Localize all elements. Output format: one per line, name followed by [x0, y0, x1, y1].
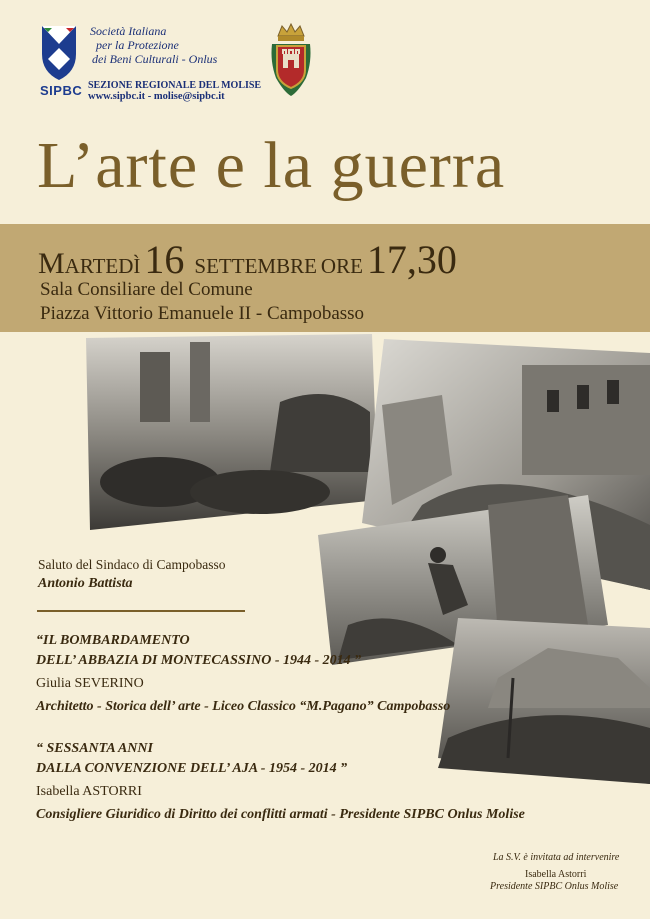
- sezione-label: SEZIONE REGIONALE DEL MOLISE: [88, 80, 262, 91]
- talk-2-title-line-2: DALLA CONVENZIONE DELL’ AJA - 1954 - 2014 ”: [36, 761, 348, 776]
- talk-1-title-line-2: DELL’ ABBAZIA DI MONTECASSINO - 1944 - 2014 ”: [36, 653, 362, 668]
- talk-2-role: Consigliere Giuridico di Diritto dei conflitti armati - Presidente SIPBC Onlus Molise: [36, 807, 525, 822]
- org-line-2: per la Protezione: [96, 38, 179, 52]
- ore-label: ore: [320, 247, 363, 280]
- month: settembre: [194, 247, 317, 280]
- day-name: Martedì: [38, 247, 141, 280]
- event-time: 17,30: [366, 237, 457, 282]
- org-name: [90, 24, 217, 66]
- talk-2-title-line-1: “ SESSANTA ANNI: [36, 741, 153, 756]
- event-date-time: [38, 236, 457, 283]
- divider: [37, 610, 245, 612]
- sindaco-name: Antonio Battista: [38, 576, 133, 591]
- sipbc-label: SIPBC: [40, 83, 83, 98]
- website-email: www.sipbc.it - molise@sipbc.it: [88, 91, 225, 102]
- saluto-label: Saluto del Sindaco di Campobasso: [38, 557, 226, 572]
- invite-text: La S.V. è invitata ad intervenire: [493, 852, 620, 863]
- signer-name: Isabella Astorri: [525, 869, 587, 880]
- org-line-3: dei Beni Culturali - Onlus: [92, 52, 218, 66]
- venue-line-1: Sala Consiliare del Comune: [40, 279, 253, 300]
- talk-2-speaker: Isabella ASTORRI: [36, 784, 142, 799]
- photo-montecassino-landscape: [438, 618, 650, 784]
- poster-title: L’arte e la guerra: [37, 129, 506, 202]
- day-number: 16: [144, 237, 185, 282]
- talk-1-role: Architetto - Storica dell’ arte - Liceo Classico “M.Pagano” Campobasso: [36, 699, 451, 714]
- talk-1-title-line-1: “IL BOMBARDAMENTO: [36, 633, 190, 648]
- signer-role: Presidente SIPBC Onlus Molise: [490, 881, 619, 892]
- sipbc-shield-logo: [40, 24, 78, 82]
- venue-line-2: Piazza Vittorio Emanuele II - Campobasso: [40, 303, 365, 324]
- campobasso-crest-icon: [268, 22, 314, 98]
- org-line-1: Società Italiana: [90, 24, 167, 38]
- talk-1-speaker: Giulia SEVERINO: [36, 676, 144, 691]
